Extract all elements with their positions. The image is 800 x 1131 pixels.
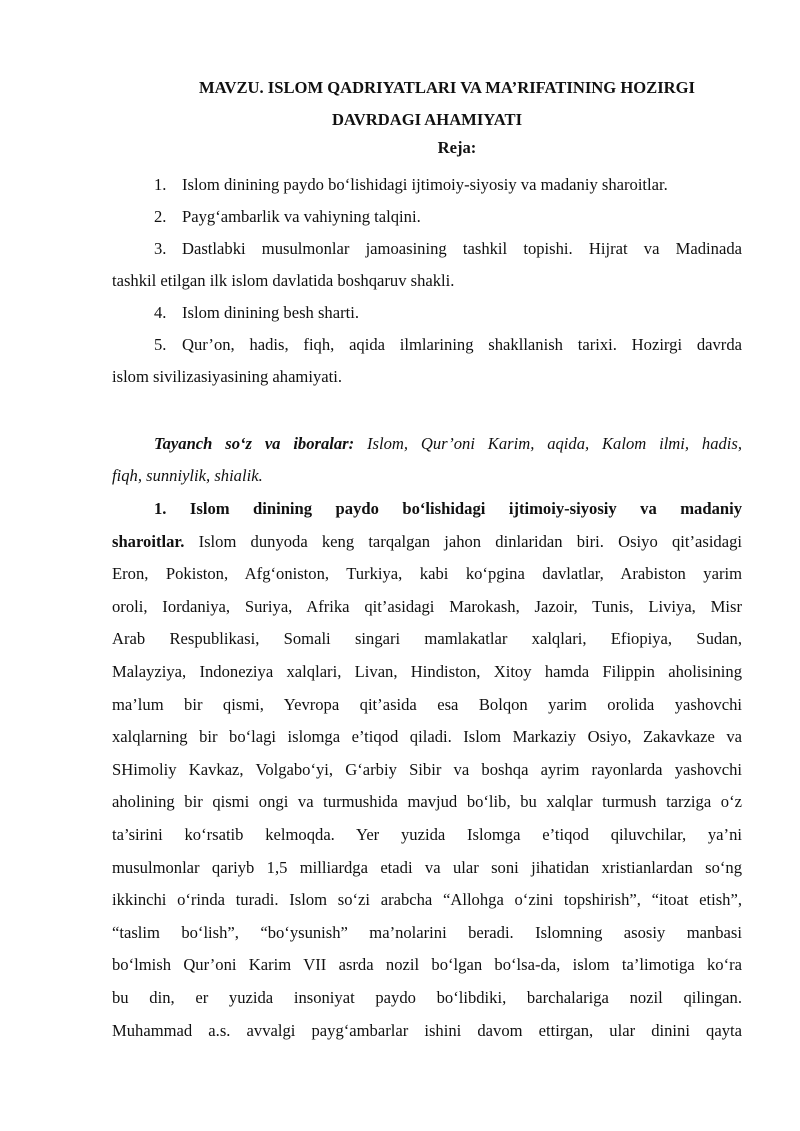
section-heading-text: 1. Islom dinining paydo bo‘lishidagi ijtimoiy-siyosiy va madaniy	[154, 499, 742, 518]
plan-number: 2.	[154, 207, 167, 226]
body-line: musulmonlar qariyb 1,5 milliardga etadi va ular soni jihatidan xristianlardan so‘ng	[112, 857, 742, 877]
body-line: Arab Respublikasi, Somali singari mamlakatlar xalqlari, Efiopiya, Sudan,	[112, 629, 742, 649]
plan-text: Payg‘ambarlik va vahiyning talqini.	[182, 207, 421, 226]
plan-list	[112, 169, 742, 393]
title-line-2: DAVRDAGI AHAMIYATI	[331, 110, 523, 129]
body-line: Malayziya, Indoneziya xalqlari, Livan, Hindiston, Xitoy hamda Filippin aholisining	[112, 661, 742, 681]
plan-item-continuation: tashkil etilgan ilk islom davlatida boshqaruv shakli.	[112, 271, 455, 290]
plan-item	[112, 297, 742, 329]
body-line: aholining bir qismi ongi va turmushida mavjud bo‘lib, bu xalqlar turmush tarziga o‘z	[112, 792, 742, 812]
body-line: Muhammad a.s. avvalgi payg‘ambarlar ishini davom ettirgan, ular dinini qayta	[112, 1020, 742, 1040]
plan-text: Dastlabki musulmonlar jamoasining tashkil topishi. Hijrat va Madinada	[182, 239, 742, 258]
body-line: ikkinchi o‘rinda turadi. Islom so‘zi arabcha “Allohga o‘zini topshirish”, “itoat etish”,	[112, 890, 742, 910]
body-line: oroli, Iordaniya, Suriya, Afrika qit’asidagi Marokash, Jazoir, Tunis, Liviya, Misr	[112, 596, 742, 616]
body-line: bu din, er yuzida insoniyat paydo bo‘libdiki, barchalariga nozil qilingan.	[112, 987, 742, 1007]
body-text: Islom dunyoda keng tarqalgan jahon dinlaridan biri. Osiyo qit’asidagi	[184, 531, 742, 551]
page-title	[112, 72, 742, 136]
section-heading	[112, 493, 742, 526]
plan-text: Qur’on, hadis, fiqh, aqida ilmlarining shakllanish tarixi. Hozirgi davrda	[182, 335, 742, 354]
title-line-1: MAVZU. ISLOM QADRIYATLARI VA MA’RIFATINING HOZIRGI	[198, 78, 696, 97]
plan-text: Islom dinining paydo bo‘lishidagi ijtimoiy-siyosiy va madaniy sharoitlar.	[182, 175, 668, 194]
body-line: bo‘lmish Qur’oni Karim VII asrda nozil bo‘lgan bo‘lsa-da, islom ta’limotiga ko‘ra	[112, 955, 742, 975]
body-line: xalqlarning bir bo‘lagi islomga e’tiqod qiladi. Islom Markaziy Osiyo, Zakavkaze va	[112, 727, 742, 747]
keywords-text: Islom, Qur’oni Karim, aqida, Kalom ilmi, hadis,	[354, 434, 742, 453]
section-body	[112, 493, 742, 1047]
body-line: ta’sirini ko‘rsatib kelmoqda. Yer yuzida Islomga e’tiqod qiluvchilar, ya’ni	[112, 824, 742, 844]
body-line: Eron, Pokiston, Afg‘oniston, Turkiya, kabi ko‘pgina davlatlar, Arabiston yarim	[112, 564, 742, 584]
plan-item	[112, 329, 742, 361]
body-line: SHimoliy Kavkaz, Volgabo‘yi, G‘arbiy Sibir va boshqa ayrim rayonlarda yashovchi	[112, 759, 742, 779]
plan-text: Islom dinining besh sharti.	[182, 303, 359, 322]
plan-number: 5.	[154, 335, 167, 354]
keywords-line: fiqh, sunniylik, shialik.	[112, 466, 263, 485]
keywords-paragraph	[112, 428, 742, 492]
plan-item-continuation: islom sivilizasiyasining ahamiyati.	[112, 367, 342, 386]
section-heading-text: sharoitlar.	[112, 531, 185, 551]
plan-number: 3.	[154, 239, 167, 258]
plan-item	[112, 169, 742, 201]
plan-number: 4.	[154, 303, 167, 322]
plan-item	[112, 201, 742, 233]
body-line: “taslim bo‘lish”, “bo‘ysunish” ma’nolarini beradi. Islomning asosiy manbasi	[112, 922, 742, 942]
plan-heading: Reja:	[437, 138, 477, 157]
keywords-label: Tayanch so‘z va iboralar:	[154, 434, 355, 453]
body-line: ma’lum bir qismi, Yevropa qit’asida esa Bolqon yarim orolida yashovchi	[112, 694, 742, 714]
plan-item	[112, 233, 742, 265]
keywords-line	[112, 428, 742, 460]
body-line	[112, 526, 742, 559]
plan-number: 1.	[154, 175, 167, 194]
